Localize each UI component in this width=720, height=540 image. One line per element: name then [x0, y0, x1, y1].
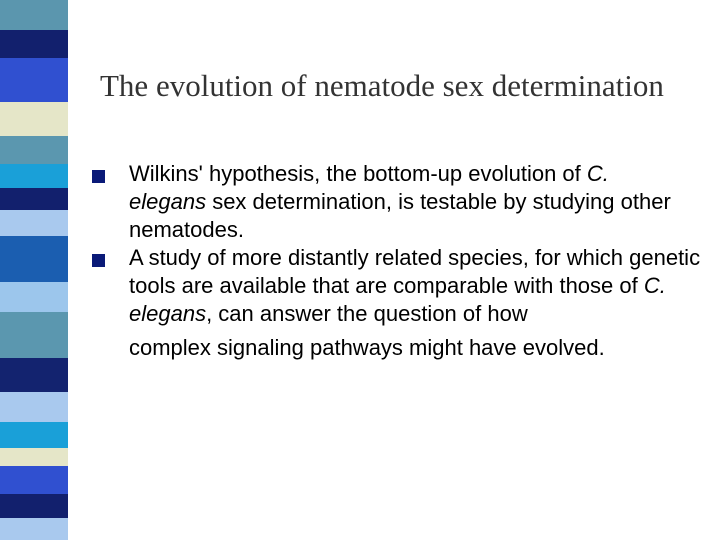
bullet-text-run: A study of more distantly related species, for which genetic tools are available that are comparable with those of	[129, 245, 701, 298]
bullet-text-run: complex signaling pathways might have evolved.	[129, 335, 605, 360]
stripe-segment	[0, 210, 68, 236]
stripe-segment	[0, 448, 68, 466]
stripe-segment	[0, 164, 68, 188]
square-bullet-icon	[92, 170, 105, 183]
stripe-segment	[0, 30, 68, 58]
stripe-segment	[0, 188, 68, 210]
stripe-segment	[0, 494, 68, 518]
square-bullet-icon	[92, 254, 105, 267]
bullet-text	[129, 244, 702, 368]
slide-title: The evolution of nematode sex determination	[100, 68, 664, 103]
bullet-list	[92, 160, 702, 368]
stripe-segment	[0, 312, 68, 358]
stripe-segment	[0, 136, 68, 164]
stripe-segment	[0, 422, 68, 448]
stripe-segment	[0, 282, 68, 312]
stripe-segment	[0, 58, 68, 102]
stripe-segment	[0, 466, 68, 494]
stripe-segment	[0, 518, 68, 540]
bullet-text	[129, 160, 702, 244]
bullet-text-run-italic: elegans	[129, 189, 207, 214]
decorative-stripe	[0, 0, 68, 540]
stripe-segment	[0, 102, 68, 136]
bullet-item	[92, 160, 702, 244]
stripe-segment	[0, 0, 68, 30]
bullet-text-run-italic: C. elegans	[129, 273, 666, 326]
bullet-item	[92, 244, 702, 368]
bullet-text-run: , can answer the question of how	[206, 301, 528, 326]
stripe-segment	[0, 236, 68, 282]
bullet-text-run: Wilkins' hypothesis, the bottom-up evolution of	[129, 161, 587, 186]
stripe-segment	[0, 392, 68, 422]
bullet-text-run-italic: C.	[586, 161, 609, 186]
stripe-segment	[0, 358, 68, 392]
bullet-text-run: sex determination, is testable by studying other nematodes.	[129, 189, 671, 242]
